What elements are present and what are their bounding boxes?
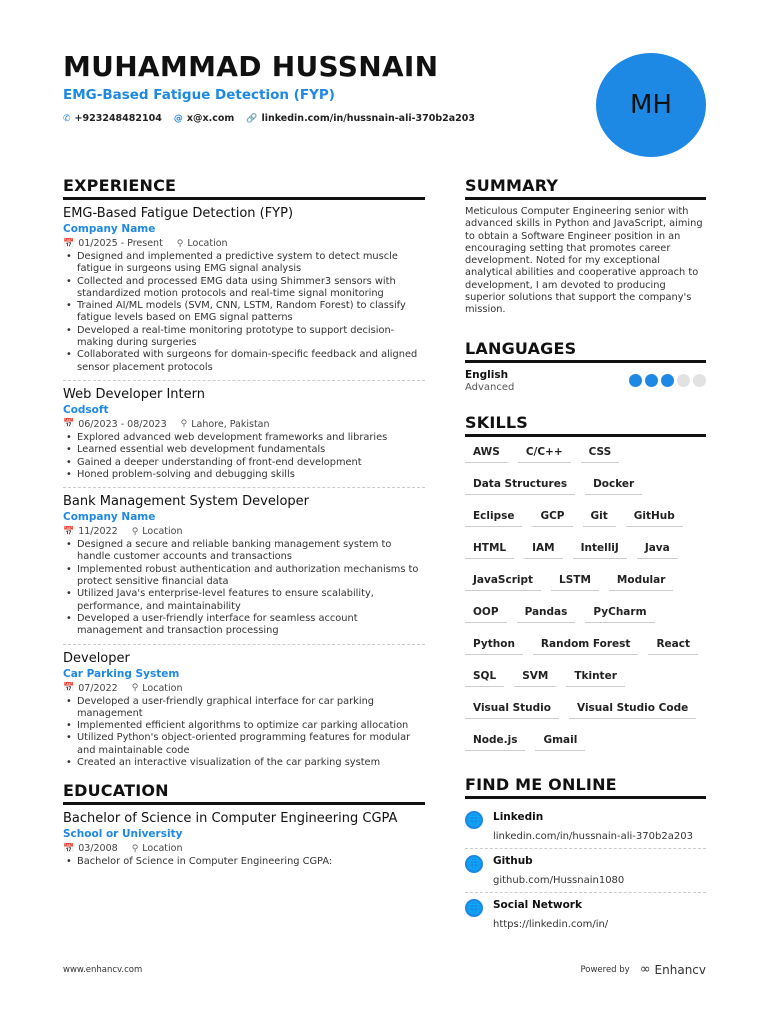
globe-icon: 🌐 <box>466 900 482 915</box>
skill-tag: GitHub <box>626 507 683 527</box>
job-meta <box>63 419 425 430</box>
education-entry <box>63 811 425 874</box>
calendar-icon: 📅 <box>63 683 75 694</box>
language-row <box>465 369 706 393</box>
contact-linkedin[interactable]: 🔗 linkedin.com/in/hussnain-ali-370b2a203 <box>246 113 476 124</box>
job-meta <box>63 238 425 249</box>
job-company: Company Name <box>63 223 156 235</box>
job-date-text: 01/2025 - Present <box>78 238 163 249</box>
avatar: MH <box>596 53 706 157</box>
candidate-name: MUHAMMAD HUSSNAIN <box>63 50 439 83</box>
languages-heading: LANGUAGES <box>465 339 706 363</box>
job-date-text: 06/2023 - 08/2023 <box>78 418 167 430</box>
job-date-text: 11/2022 <box>78 526 118 538</box>
calendar-icon: 📅 <box>63 419 75 430</box>
link-icon: 🔗 <box>246 113 258 124</box>
proficiency-dot <box>661 374 674 387</box>
job-title: Web Developer Intern <box>63 386 205 402</box>
skill-tag: SVM <box>514 667 556 687</box>
bullet-item: • Learned essential web development fundamentals <box>63 444 425 456</box>
experience-list <box>63 206 425 775</box>
contact-row <box>63 113 583 124</box>
online-url[interactable]: https://linkedin.com/in/ <box>493 918 609 930</box>
enhancv-logo-icon: ∞ <box>639 962 651 977</box>
job-location-text: Location <box>142 526 183 538</box>
job-location <box>132 526 183 537</box>
job-bullets <box>63 251 425 374</box>
skill-tag: React <box>648 635 698 655</box>
online-url[interactable]: github.com/Hussnain1080 <box>493 874 625 886</box>
experience-entry <box>63 206 425 381</box>
online-label: Github <box>493 854 533 867</box>
skill-tag: OOP <box>465 603 507 623</box>
skill-tag: JavaScript <box>465 571 541 591</box>
bullet-item: • Implemented efficient algorithms to optimize car parking allocation <box>63 720 425 732</box>
left-column <box>63 176 425 881</box>
location-pin-icon: ⚲ <box>180 419 188 430</box>
bullet-item: • Utilized Java's enterprise-level features to ensure scalability, performance, and maintainability <box>63 588 425 613</box>
online-heading: FIND ME ONLINE <box>465 775 706 799</box>
skill-tag: Git <box>583 507 616 527</box>
language-name: English <box>465 368 509 381</box>
education-section <box>63 781 425 874</box>
education-location: Location <box>142 843 183 855</box>
job-date <box>63 419 167 430</box>
job-title: Bank Management System Developer <box>63 494 310 510</box>
bullet-item: • Designed a secure and reliable banking management system to handle customer accounts and transactions <box>63 539 425 564</box>
bullet-item: • Utilized Python's object-oriented programming features for modular and maintainable code <box>63 732 425 757</box>
contact-phone[interactable]: ✆ +923248482104 <box>63 113 162 124</box>
skill-tag: CSS <box>581 443 620 463</box>
footer <box>63 962 706 977</box>
calendar-icon: 📅 <box>63 238 75 249</box>
school-name: School or University <box>63 828 183 841</box>
location-pin-icon: ⚲ <box>131 683 139 694</box>
online-text <box>493 855 624 886</box>
skill-tag: Pandas <box>517 603 576 623</box>
job-date <box>63 526 118 537</box>
online-text <box>493 811 693 842</box>
job-bullets <box>63 432 425 481</box>
education-bullets <box>63 856 425 868</box>
skill-tag: Node.js <box>465 731 525 751</box>
job-bullets <box>63 539 425 637</box>
globe-icon: 🌐 <box>466 856 482 871</box>
language-level: Advanced <box>465 381 515 393</box>
at-icon: @ <box>173 113 183 124</box>
job-location <box>181 419 270 430</box>
bullet-item: • Bachelor of Science in Computer Engineering CGPA: <box>63 856 425 868</box>
job-location-text: Location <box>142 682 183 694</box>
powered-by: Powered by ∞ Enhancv <box>580 962 706 977</box>
job-date <box>63 683 118 694</box>
skill-tag: Visual Studio Code <box>569 699 696 719</box>
skill-tag: Modular <box>609 571 674 591</box>
skill-tag: Visual Studio <box>465 699 559 719</box>
skill-tag: PyCharm <box>585 603 654 623</box>
skill-tag: IAM <box>524 539 562 559</box>
contact-email[interactable]: @ x@x.com <box>173 113 235 124</box>
job-location-text: Location <box>187 238 228 249</box>
online-list <box>465 805 706 936</box>
bullet-item: • Implemented robust authentication and authorization mechanisms to protect sensitive financial data <box>63 564 425 589</box>
bullet-item: • Explored advanced web development frameworks and libraries <box>63 432 425 444</box>
bullet-item: • Honed problem-solving and debugging skills <box>63 469 425 481</box>
job-location-text: Lahore, Pakistan <box>191 418 270 430</box>
proficiency-dot <box>677 374 690 387</box>
job-title: Developer <box>63 650 130 666</box>
phone-icon: ✆ <box>63 113 71 124</box>
skills-list <box>465 443 706 751</box>
job-company: Company Name <box>63 511 156 524</box>
footer-site[interactable]: www.enhancv.com <box>63 964 143 975</box>
online-text <box>493 899 608 930</box>
globe-icon: 🌐 <box>466 812 482 827</box>
skill-tag: Docker <box>585 475 642 495</box>
skill-tag: GCP <box>532 507 572 527</box>
skill-tag: C/C++ <box>518 443 571 463</box>
online-item[interactable] <box>465 849 706 893</box>
job-bullets <box>63 696 425 770</box>
job-title: EMG-Based Fatigue Detection (FYP) <box>63 206 294 221</box>
job-meta <box>63 526 425 537</box>
job-date <box>63 238 163 249</box>
skill-tag: Random Forest <box>533 635 639 655</box>
bullet-item: • Trained AI/ML models (SVM, CNN, LSTM, Random Forest) to classify fatigue levels based on EMG signal patterns <box>63 300 425 325</box>
bullet-item: • Collected and processed EMG data using Shimmer3 sensors with standardized motion protocols and real-time signal monitoring <box>63 276 425 301</box>
skill-tag: Eclipse <box>465 507 522 527</box>
right-column <box>465 176 706 936</box>
skill-tag: Gmail <box>535 731 585 751</box>
calendar-icon: 📅 <box>63 843 75 854</box>
skill-tag: AWS <box>465 443 508 463</box>
summary-text: Meticulous Computer Engineering senior with advanced skills in Python and JavaScript, aiming to obtain a Software Engineer position in an encouraging setting that promotes career development. Noted for my exceptional analytical abilities and cooperative approach to development, I am devoted to producing superior solutions that support the company's mission. <box>465 206 703 316</box>
skill-tag: LSTM <box>551 571 599 591</box>
job-company: Car Parking System <box>63 667 180 680</box>
education-date: 03/2008 <box>78 843 118 855</box>
proficiency-dot <box>693 374 706 387</box>
enhancv-logo[interactable]: ∞ Enhancv <box>639 962 706 977</box>
bullet-item: • Developed a user-friendly graphical interface for car parking management <box>63 696 425 721</box>
online-item[interactable] <box>465 893 706 936</box>
skill-tag: Java <box>637 539 678 559</box>
online-item[interactable] <box>465 805 706 849</box>
summary-heading: SUMMARY <box>465 176 706 200</box>
bullet-item: • Developed a user-friendly interface for seamless account management and transaction processing <box>63 613 425 638</box>
job-location <box>177 238 228 249</box>
calendar-icon: 📅 <box>63 526 75 537</box>
bullet-item: • Gained a deeper understanding of front-end development <box>63 457 425 469</box>
location-pin-icon: ⚲ <box>131 843 139 854</box>
experience-entry <box>63 651 425 776</box>
candidate-headline: EMG-Based Fatigue Detection (FYP) <box>63 87 335 103</box>
skill-tag: Python <box>465 635 523 655</box>
bullet-item: • Designed and implemented a predictive system to detect muscle fatigue in surgeons using EMG signal analysis <box>63 251 425 276</box>
experience-heading: EXPERIENCE <box>63 176 425 200</box>
languages-list <box>465 369 706 393</box>
location-pin-icon: ⚲ <box>176 238 184 249</box>
location-pin-icon: ⚲ <box>131 526 139 537</box>
proficiency-dot <box>629 374 642 387</box>
online-label: Linkedin <box>493 810 544 823</box>
language-info <box>465 369 514 393</box>
proficiency-dot <box>645 374 658 387</box>
bullet-item: • Developed a real-time monitoring prototype to support decision-making during surgeries <box>63 325 425 350</box>
online-label: Social Network <box>493 898 582 911</box>
job-location <box>132 683 183 694</box>
job-meta <box>63 683 425 694</box>
skill-tag: Data Structures <box>465 475 575 495</box>
skills-heading: SKILLS <box>465 413 706 437</box>
language-proficiency-dots <box>629 374 706 387</box>
job-company: Codsoft <box>63 403 109 416</box>
resume-header <box>63 50 583 124</box>
degree-title: Bachelor of Science in Computer Engineering CGPA <box>63 811 398 827</box>
education-meta <box>63 843 425 854</box>
education-heading: EDUCATION <box>63 781 425 805</box>
skill-tag: IntelliJ <box>573 539 627 559</box>
job-date-text: 07/2022 <box>78 682 118 694</box>
bullet-item: • Collaborated with surgeons for domain-specific feedback and aligned sensor placement protocols <box>63 349 425 374</box>
bullet-item: • Created an interactive visualization of the car parking system <box>63 757 425 769</box>
skill-tag: SQL <box>465 667 504 687</box>
skill-tag: Tkinter <box>566 667 625 687</box>
online-url[interactable]: linkedin.com/in/hussnain-ali-370b2a203 <box>493 830 693 842</box>
skill-tag: HTML <box>465 539 514 559</box>
experience-entry <box>63 494 425 644</box>
experience-entry <box>63 387 425 488</box>
